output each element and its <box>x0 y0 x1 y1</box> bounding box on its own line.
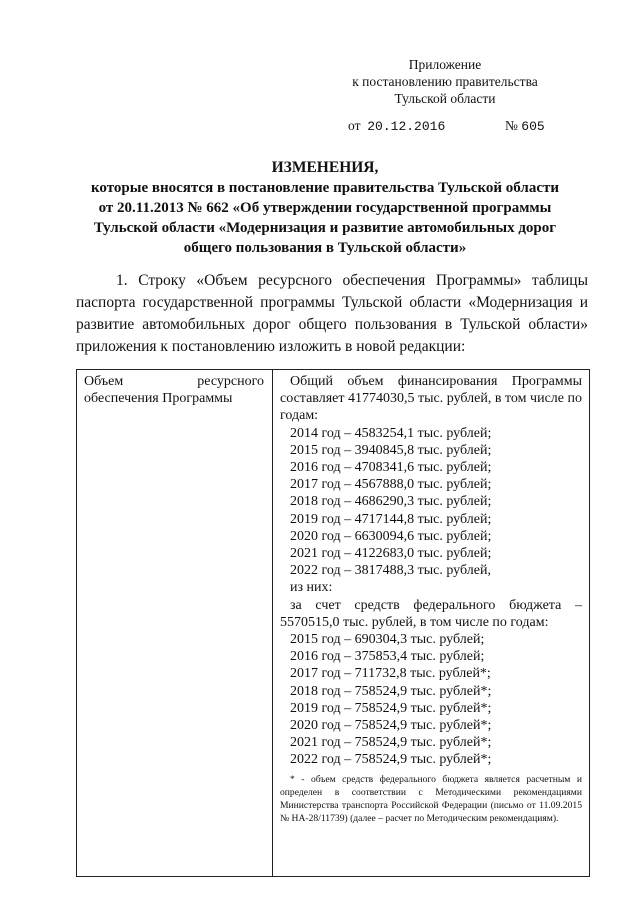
year-line: 2019 год – 758524,9 тыс. рублей*; <box>290 700 492 716</box>
date-prefix: от <box>348 118 361 133</box>
column-divider <box>272 370 273 876</box>
year-line: 2018 год – 4686290,3 тыс. рублей; <box>290 494 492 510</box>
federal-intro: за счет средств федерального бюджета – 5570515,0 тыс. рублей, в том числе по годам: <box>280 597 582 630</box>
year-line: 2018 год – 758524,9 тыс. рублей*; <box>290 683 492 699</box>
appendix-region: Тульской области <box>394 91 496 106</box>
year-line: 2015 год – 3940845,8 тыс. рублей; <box>290 442 492 458</box>
year-line: 2016 год – 375853,4 тыс. рублей; <box>290 649 485 665</box>
label-word-resource: ресурсного <box>197 374 264 389</box>
heading-line-4: общего пользования в Тульской области» <box>183 240 467 256</box>
document-number-wrap <box>505 118 545 134</box>
appendix-title: Приложение <box>408 57 482 72</box>
heading-line-3: Тульской области «Модернизация и развитие автомобильных дорог <box>93 220 557 236</box>
footnote: * - объем средств федерального бюджета является расчетным и определен в соответствии с Методическими рекомендациями Министерства транспорта Российской Федерации (письмо от 11.09.2015 № НА-28/11739) (далее – расчет по Методическим рекомендациям). <box>280 773 582 824</box>
year-line: 2021 год – 4122683,0 тыс. рублей; <box>290 546 492 562</box>
year-line: 2021 год – 758524,9 тыс. рублей*; <box>290 735 492 751</box>
year-line: 2022 год – 758524,9 тыс. рублей*; <box>290 752 492 768</box>
year-line: 2019 год – 4717144,8 тыс. рублей; <box>290 511 492 527</box>
total-by-year-list <box>280 425 582 580</box>
document-number: 605 <box>521 119 545 134</box>
label-word-volume: Объем <box>84 374 124 389</box>
table-row-value <box>280 373 582 825</box>
document-heading <box>60 158 590 258</box>
year-line: 2020 год – 758524,9 тыс. рублей*; <box>290 718 492 734</box>
resource-table <box>76 369 590 877</box>
funding-intro: Общий объем финансирования Программы составляет 41774030,5 тыс. рублей, в том числе по годам: <box>280 374 582 424</box>
appendix-resolution: к постановлению правительства <box>352 74 538 89</box>
document-date: 20.12.2016 <box>367 119 446 134</box>
year-line: 2014 год – 4583254,1 тыс. рублей; <box>290 425 492 441</box>
year-line: 2022 год – 3817488,3 тыс. рублей, <box>290 563 491 579</box>
heading-title: ИЗМЕНЕНИЯ, <box>271 159 379 176</box>
label-line-2: обеспечения Программы <box>84 391 233 406</box>
body-paragraph: 1. Строку «Объем ресурсного обеспечения Программы» таблицы паспорта государственной программы Тульской области «Модернизация и развитие автомобильных дорог общего пользования в Тульской области» приложения к постановлению изложить в новой редакции: <box>76 272 588 355</box>
date-line <box>348 118 545 134</box>
table-row-label <box>84 373 264 407</box>
year-line: 2017 год – 4567888,0 тыс. рублей; <box>290 477 492 493</box>
year-line: 2016 год – 4708341,6 тыс. рублей; <box>290 460 492 476</box>
number-sign: № <box>505 118 518 133</box>
heading-line-2: от 20.11.2013 № 662 «Об утверждении государственной программы <box>98 200 552 216</box>
heading-line-1: которые вносятся в постановление правительства Тульской области <box>90 180 560 196</box>
appendix-block <box>345 56 545 107</box>
of-them-label: из них: <box>290 580 333 596</box>
year-line: 2020 год – 6630094,6 тыс. рублей; <box>290 528 492 544</box>
year-line: 2015 год – 690304,3 тыс. рублей; <box>290 632 485 648</box>
federal-by-year-list <box>280 631 582 769</box>
year-line: 2017 год – 711732,8 тыс. рублей*; <box>290 666 491 682</box>
label-line-1 <box>84 373 264 390</box>
